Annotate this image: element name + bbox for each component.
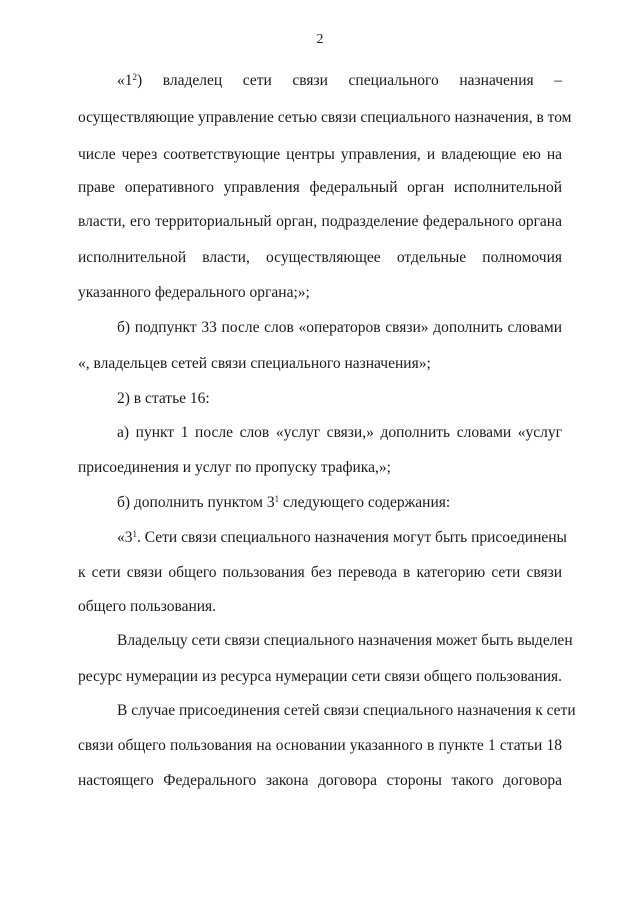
text-line: числе через соответствующие центры управления, и владеющие ею на [78,146,562,163]
text-line: осуществляющие управление сетью связи специального назначения, в том [78,109,572,126]
text-line: а) пункт 1 после слов «услуг связи,» дополнить словами «услуг [117,424,562,441]
text-line: «$1^2$) владелец сети связи специального назначения – [117,72,562,89]
text-line: праве оперативного управления федеральный орган исполнительной [78,179,562,196]
text-line: 2) в статье 16: [117,390,210,407]
page-number: 2 [316,32,324,47]
text-line: общего пользования. [78,598,217,615]
text-line: связи общего пользования на основании указанного в пункте 1 статьи 18 [78,737,562,754]
text-line: к сети связи общего пользования без перевода в категорию сети связи [78,564,562,581]
text-line: указанного федерального органа;»; [78,284,310,301]
text-line: присоединения и услуг по пропуску трафика,»; [78,459,391,476]
text-line: б) подпункт 33 после слов «операторов связи» дополнить словами [117,319,562,336]
text-line: исполнительной власти, осуществляющее отдельные полномочия [78,249,562,266]
text-line: ресурс нумерации из ресурса нумерации сети связи общего пользования. [78,668,562,685]
text-line: «, владельцев сетей связи специального назначения»; [78,355,431,372]
text-line: «$3^1$. Сети связи специального назначения могут быть присоединены [117,529,567,546]
text-line: настоящего Федерального закона договора стороны такого договора [78,772,562,789]
text-line: власти, его территориальный орган, подразделение федерального органа [78,213,562,230]
text-line: б) дополнить пунктом $3^1$ следующего содержания: [117,494,451,511]
text-line: В случае присоединения сетей связи специального назначения к сети [117,702,576,719]
text-line: Владельцу сети связи специального назначения может быть выделен [117,632,573,649]
